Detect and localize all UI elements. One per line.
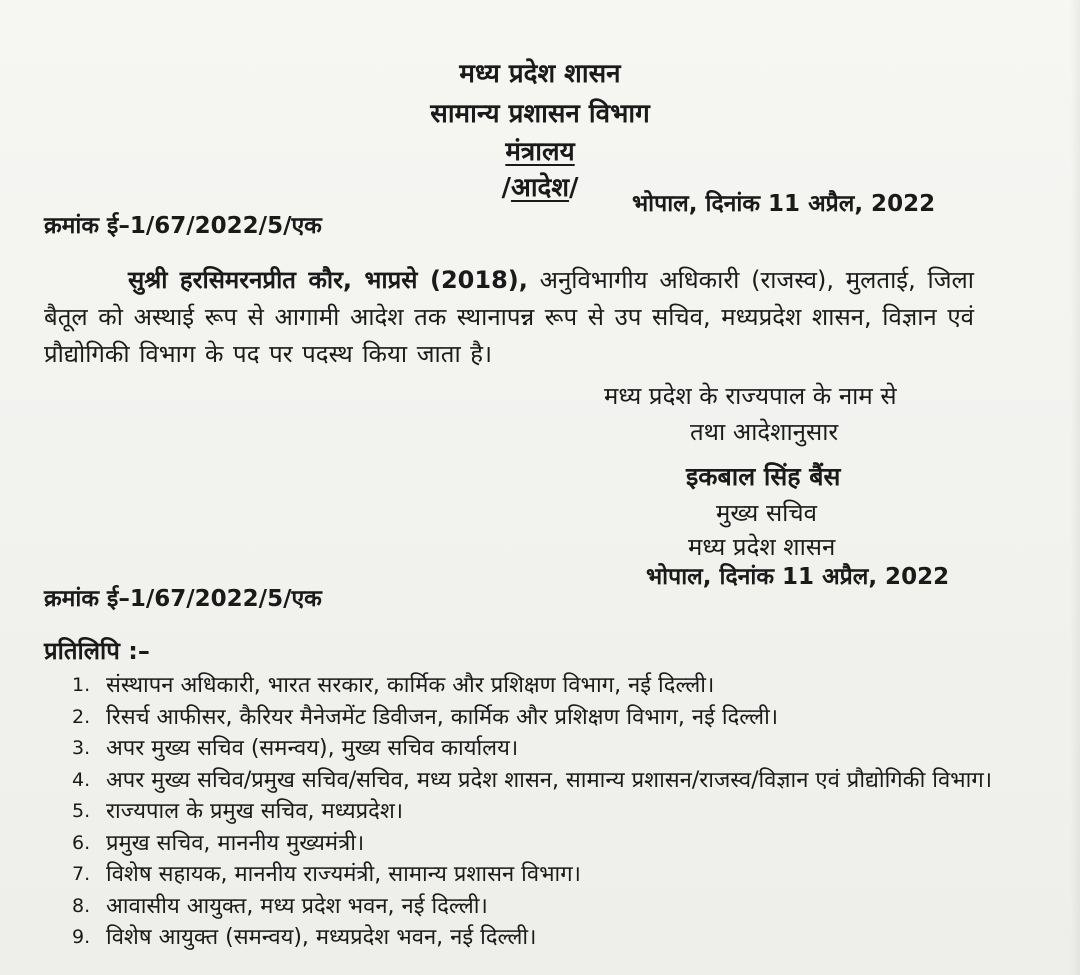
copy-recipient-item [44,796,1004,828]
copy-recipient-text: संस्थापन अधिकारी, भारत सरकार, कार्मिक और प्रशिक्षण विभाग, नई दिल्ली। [106,673,715,698]
government-name: मध्य प्रदेश शासन [459,59,621,89]
officer-name: सुश्री हरसिमरनप्रीत कौर, भाप्रसे (2018), [128,266,528,294]
copy-recipient-text: विशेष सहायक, माननीय राज्यमंत्री, सामान्य प्रशासन विभाग। [106,862,581,887]
copy-recipient-number: 4. [72,768,91,791]
copy-recipient-text: अपर मुख्य सचिव/प्रमुख सचिव/सचिव, मध्य प्रदेश शासन, सामान्य प्रशासन/राजस्व/विज्ञान एवं प्रौद्योगिकी विभाग। [106,767,993,793]
copy-recipient-text: प्रमुख सचिव, माननीय मुख्यमंत्री। [106,830,365,856]
copy-reference-number: क्रमांक ई–1/67/2022/5/एक [44,586,322,612]
copy-place-date: भोपाल, दिनांक 11 अप्रैल, 2022 [646,564,950,590]
order-title-slash-right: / [569,173,579,203]
signature-authority-line1: मध्य प्रदेश के राज्यपाल के नाम से [604,382,897,410]
secretariat-title [0,136,1080,168]
copy-recipient-number: 9. [72,926,91,948]
copy-recipient-item [44,891,1004,923]
copy-recipient-number: 1. [72,674,91,696]
copy-to-heading: प्रतिलिपि :– [44,637,150,665]
copy-recipient-item [44,922,1004,954]
copy-recipient-text: अपर मुख्य सचिव (समन्वय), मुख्य सचिव कार्यालय। [106,736,519,761]
copy-recipient-item [44,859,1004,891]
copy-recipient-item [44,828,1004,860]
copy-recipient-list [44,670,1004,954]
copy-recipient-text: आवासीय आयुक्त, मध्य प्रदेश भवन, नई दिल्ली। [106,893,488,919]
order-title-label: आदेश [510,173,570,203]
page-edge-shadow [1070,0,1080,975]
department-name: सामान्य प्रशासन विभाग [430,99,650,129]
signatory-office: मध्य प्रदेश शासन [688,533,836,561]
copy-recipient-number: 6. [72,831,91,854]
order-place-date: भोपाल, दिनांक 11 अप्रैल, 2022 [632,191,936,217]
copy-recipient-item [44,670,1004,702]
copy-recipient-text: रिसर्च आफीसर, कैरियर मैनेजमेंट डिवीजन, कार्मिक और प्रशिक्षण विभाग, नई दिल्ली। [106,704,779,730]
copy-recipient-item [44,765,1004,797]
order-body-text: अनुविभागीय अधिकारी (राजस्व), मुलताई, जिला बैतूल को अस्थाई रूप से आगामी आदेश तक स्थानापन्न रूप से उप सचिव, मध्यप्रदेश शासन, विज्ञान एवं प्रौद्योगिकी विभाग के पद पर पदस्थ किया जाता है। [44,266,974,368]
order-reference-number: क्रमांक ई–1/67/2022/5/एक [44,213,322,239]
copy-recipient-number: 5. [72,800,91,822]
copy-recipient-number: 7. [72,863,91,885]
copy-recipient-number: 3. [72,737,91,759]
copy-recipient-number: 2. [72,705,91,728]
copy-recipient-text: राज्यपाल के प्रमुख सचिव, मध्यप्रदेश। [106,799,404,824]
copy-recipient-item [44,702,1004,734]
signatory-designation: मुख्य सचिव [716,499,817,527]
signatory-name: इकबाल सिंह बैंस [686,462,841,491]
copy-recipient-number: 8. [72,894,91,917]
order-title-slash-left: / [501,173,511,203]
copy-recipient-item [44,733,1004,765]
copy-recipient-text: विशेष आयुक्त (समन्वय), मध्यप्रदेश भवन, नई दिल्ली। [106,925,537,950]
secretariat-label: मंत्रालय [505,137,575,167]
order-body [44,262,974,373]
signature-authority-line2: तथा आदेशानुसार [690,418,839,446]
